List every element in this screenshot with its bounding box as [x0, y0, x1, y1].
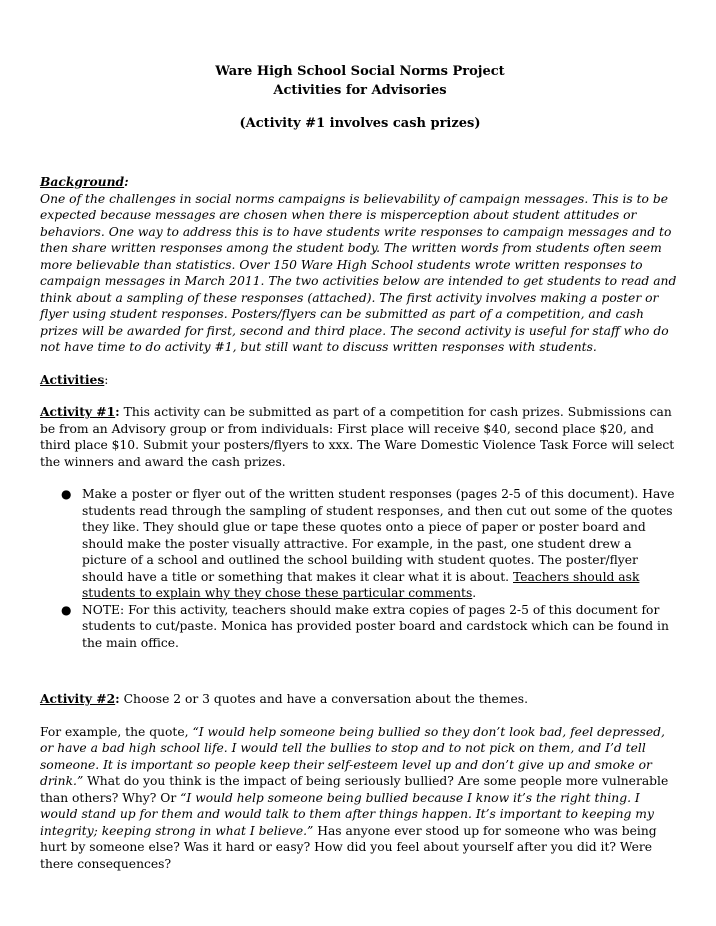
spacer [40, 651, 680, 675]
activity1-colon: : [115, 404, 120, 419]
activities-heading-label: Activities [40, 371, 105, 387]
bullet-underlined-text: Teachers should ask students to explain why they chose these particular comments [82, 569, 640, 600]
background-heading-label: Background [40, 174, 125, 189]
example-middle: What do you think is the impact of being seriously bullied? Are some people more vulnerable than others? Why? Or [40, 774, 669, 805]
page-title: Ware High School Social Norms Project [215, 64, 505, 79]
activity1-text: This activity can be submitted as part of a competition for cash prizes. Submissions can be from an Advisory group or from individuals: First place will receive $40, second place $20, and third place $10. Submit your posters/flyers to xxx. The Ware Domestic Violence Task Force will select the winners and award the cash prizes. [40, 405, 675, 469]
example-intro: For example, the quote, [40, 724, 193, 739]
bullet-icon: ● [61, 602, 72, 617]
example-quote-1: “I would help someone being bullied so they don’t look bad, feel depressed, or have a bad high school life. I would tell the bullies to stop and to not pick on them, and I’d tell someone. It is important so people keep their self-esteem level up and don’t give up and smoke or drink.” [40, 724, 665, 788]
list-item [61, 602, 680, 652]
bullet-text: Make a poster or flyer out of the written student responses (pages 2-5 of this document). Have students read through the sampling of student responses, and then cut out some of the quotes they like. They should glue or tape these quotes onto a piece of paper or poster board and should make the poster visually attractive. For example, in the past, one student drew a picture of a school and outlined the school building with student quotes. The poster/flyer should have a title or something that makes it clear what it is about. [82, 487, 675, 584]
activity1-bullet-list [40, 486, 680, 651]
bullet-tail: . [472, 586, 477, 600]
background-heading-colon: : [124, 174, 129, 189]
activity1-label: Activity #1 [40, 404, 116, 419]
activity2-label: Activity #2 [40, 691, 116, 706]
activities-heading [40, 372, 680, 389]
activity2-text: Choose 2 or 3 quotes and have a conversation about the themes. [119, 692, 528, 706]
document-page [40, 62, 680, 872]
cash-prize-note: (Activity #1 involves cash prizes) [239, 116, 481, 131]
bullet-text: NOTE: For this activity, teachers should make extra copies of pages 2-5 of this document for students to cut/paste. Monica has provided poster board and cardstock which can be found in the main office. [82, 602, 669, 650]
background-heading [40, 174, 680, 191]
page-subtitle: Activities for Advisories [273, 83, 447, 98]
background-text: One of the challenges in social norms campaigns is believability of campaign messages. This is to be expected because messages are chosen when there is misperception about student attitudes or behaviors. One way to address this is to have students write responses to campaign messages and to then share written responses among the student body. The written words from students often seem more believable than statistics. Over 150 Ware High School students wrote written responses to campaign messages in March 2011. The two activities below are intended to get students to read and think about a sampling of these responses (attached). The first activity involves making a poster or flyer using student responses. Posters/flyers can be submitted as part of a competition, and cash prizes will be awarded for first, second and third place. The second activity is useful for staff who do not have time to do activity #1, but still want to discuss written responses with students. [40, 191, 677, 354]
activity2-paragraph [40, 691, 680, 708]
activity2-example [40, 724, 680, 873]
example-quote-2: “I would help someone being bullied because I know it’s the right thing. I would stand up for them and would talk to them after things happen. It’s important to keeping my integrity; keeping strong in what I believe.” [40, 790, 654, 838]
activity2-colon: : [115, 691, 120, 706]
list-item [61, 486, 680, 602]
activities-heading-colon: : [104, 372, 109, 387]
activity1-paragraph [40, 404, 680, 470]
example-end: Has anyone ever stood up for someone who was being hurt by someone else? Was it hard or easy? How did you feel about yourself after you did it? Were there consequences? [40, 823, 657, 871]
bullet-icon: ● [61, 487, 72, 501]
